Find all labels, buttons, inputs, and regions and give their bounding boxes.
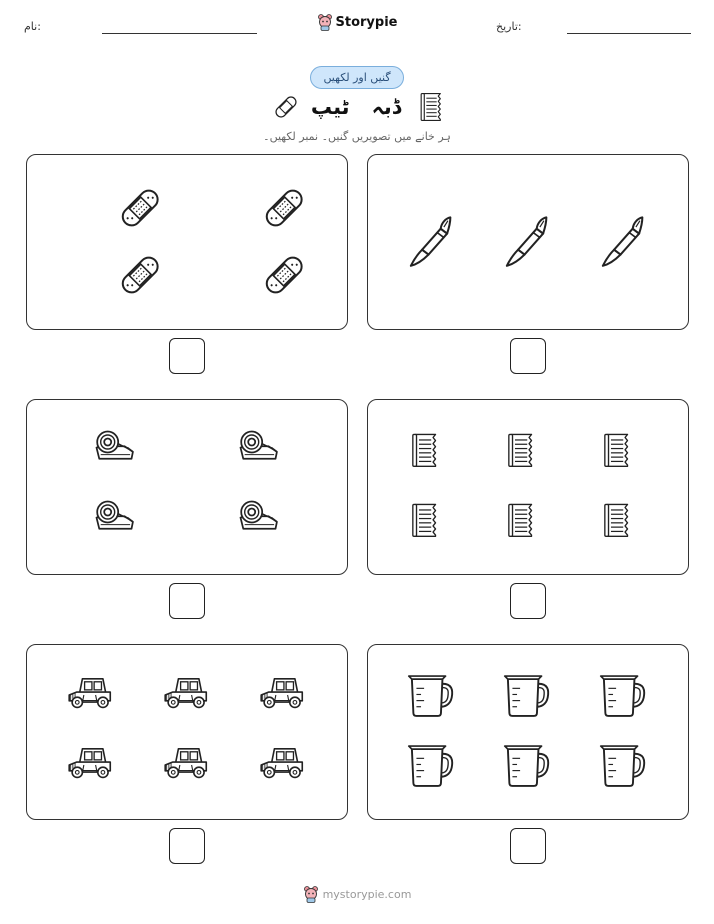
date-label: تاریخ: xyxy=(496,20,522,33)
vintage-car-icon xyxy=(155,743,215,791)
measuring-cup-icon xyxy=(406,673,456,723)
panel-tape-dispenser xyxy=(26,399,348,575)
vintage-car-icon xyxy=(251,743,311,791)
notepad-icon xyxy=(603,498,641,548)
instructions: ہر خانے میں تصویریں گنیں۔ نمبر لکھیں۔ xyxy=(263,130,451,143)
panel-paintbrush xyxy=(367,154,689,330)
vintage-car-icon xyxy=(155,673,215,721)
notepad-icon xyxy=(411,428,449,478)
answer-box[interactable] xyxy=(169,828,205,864)
answer-box[interactable] xyxy=(169,338,205,374)
title-word-left: ٹیپ xyxy=(310,95,350,119)
notepad-icon xyxy=(419,92,443,122)
brand xyxy=(0,13,714,35)
vintage-car-icon xyxy=(251,673,311,721)
title-word-right: ڈبہ xyxy=(371,95,402,119)
notepad-icon xyxy=(603,428,641,478)
measuring-cup-icon xyxy=(502,673,552,723)
brand-name: Storypie xyxy=(335,14,398,30)
footer-url: mystorypie.com xyxy=(322,887,412,901)
notepad-icon xyxy=(411,498,449,548)
bandage-icon xyxy=(271,92,301,122)
bandage-icon xyxy=(260,250,310,304)
notepad-icon xyxy=(507,498,545,548)
storypie-logo-icon xyxy=(303,885,319,903)
tape-dispenser-icon xyxy=(231,428,285,474)
panel-measuring-cup xyxy=(367,644,689,820)
answer-box[interactable] xyxy=(510,583,546,619)
badge-wrap xyxy=(0,66,714,89)
measuring-cup-icon xyxy=(406,743,456,793)
panel-vintage-car xyxy=(26,644,348,820)
notepad-icon xyxy=(507,428,545,478)
answer-box[interactable] xyxy=(510,338,546,374)
bandage-icon xyxy=(116,183,166,237)
paintbrush-icon xyxy=(598,207,648,277)
date-line[interactable] xyxy=(567,33,691,34)
storypie-logo-icon xyxy=(317,13,333,31)
vintage-car-icon xyxy=(59,743,119,791)
answer-box[interactable] xyxy=(169,583,205,619)
footer xyxy=(0,885,714,903)
title-row xyxy=(0,92,714,122)
panel-notepad xyxy=(367,399,689,575)
answer-box[interactable] xyxy=(510,828,546,864)
paintbrush-icon xyxy=(502,207,552,277)
tape-dispenser-icon xyxy=(87,498,141,544)
measuring-cup-icon xyxy=(502,743,552,793)
measuring-cup-icon xyxy=(598,673,648,723)
bandage-icon xyxy=(116,250,166,304)
vintage-car-icon xyxy=(59,673,119,721)
count-write-badge: گنیں اور لکھیں xyxy=(310,66,403,89)
name-label: نام: xyxy=(24,20,41,33)
paintbrush-icon xyxy=(406,207,456,277)
bandage-icon xyxy=(260,183,310,237)
panel-bandage xyxy=(26,154,348,330)
tape-dispenser-icon xyxy=(87,428,141,474)
measuring-cup-icon xyxy=(598,743,648,793)
tape-dispenser-icon xyxy=(231,498,285,544)
